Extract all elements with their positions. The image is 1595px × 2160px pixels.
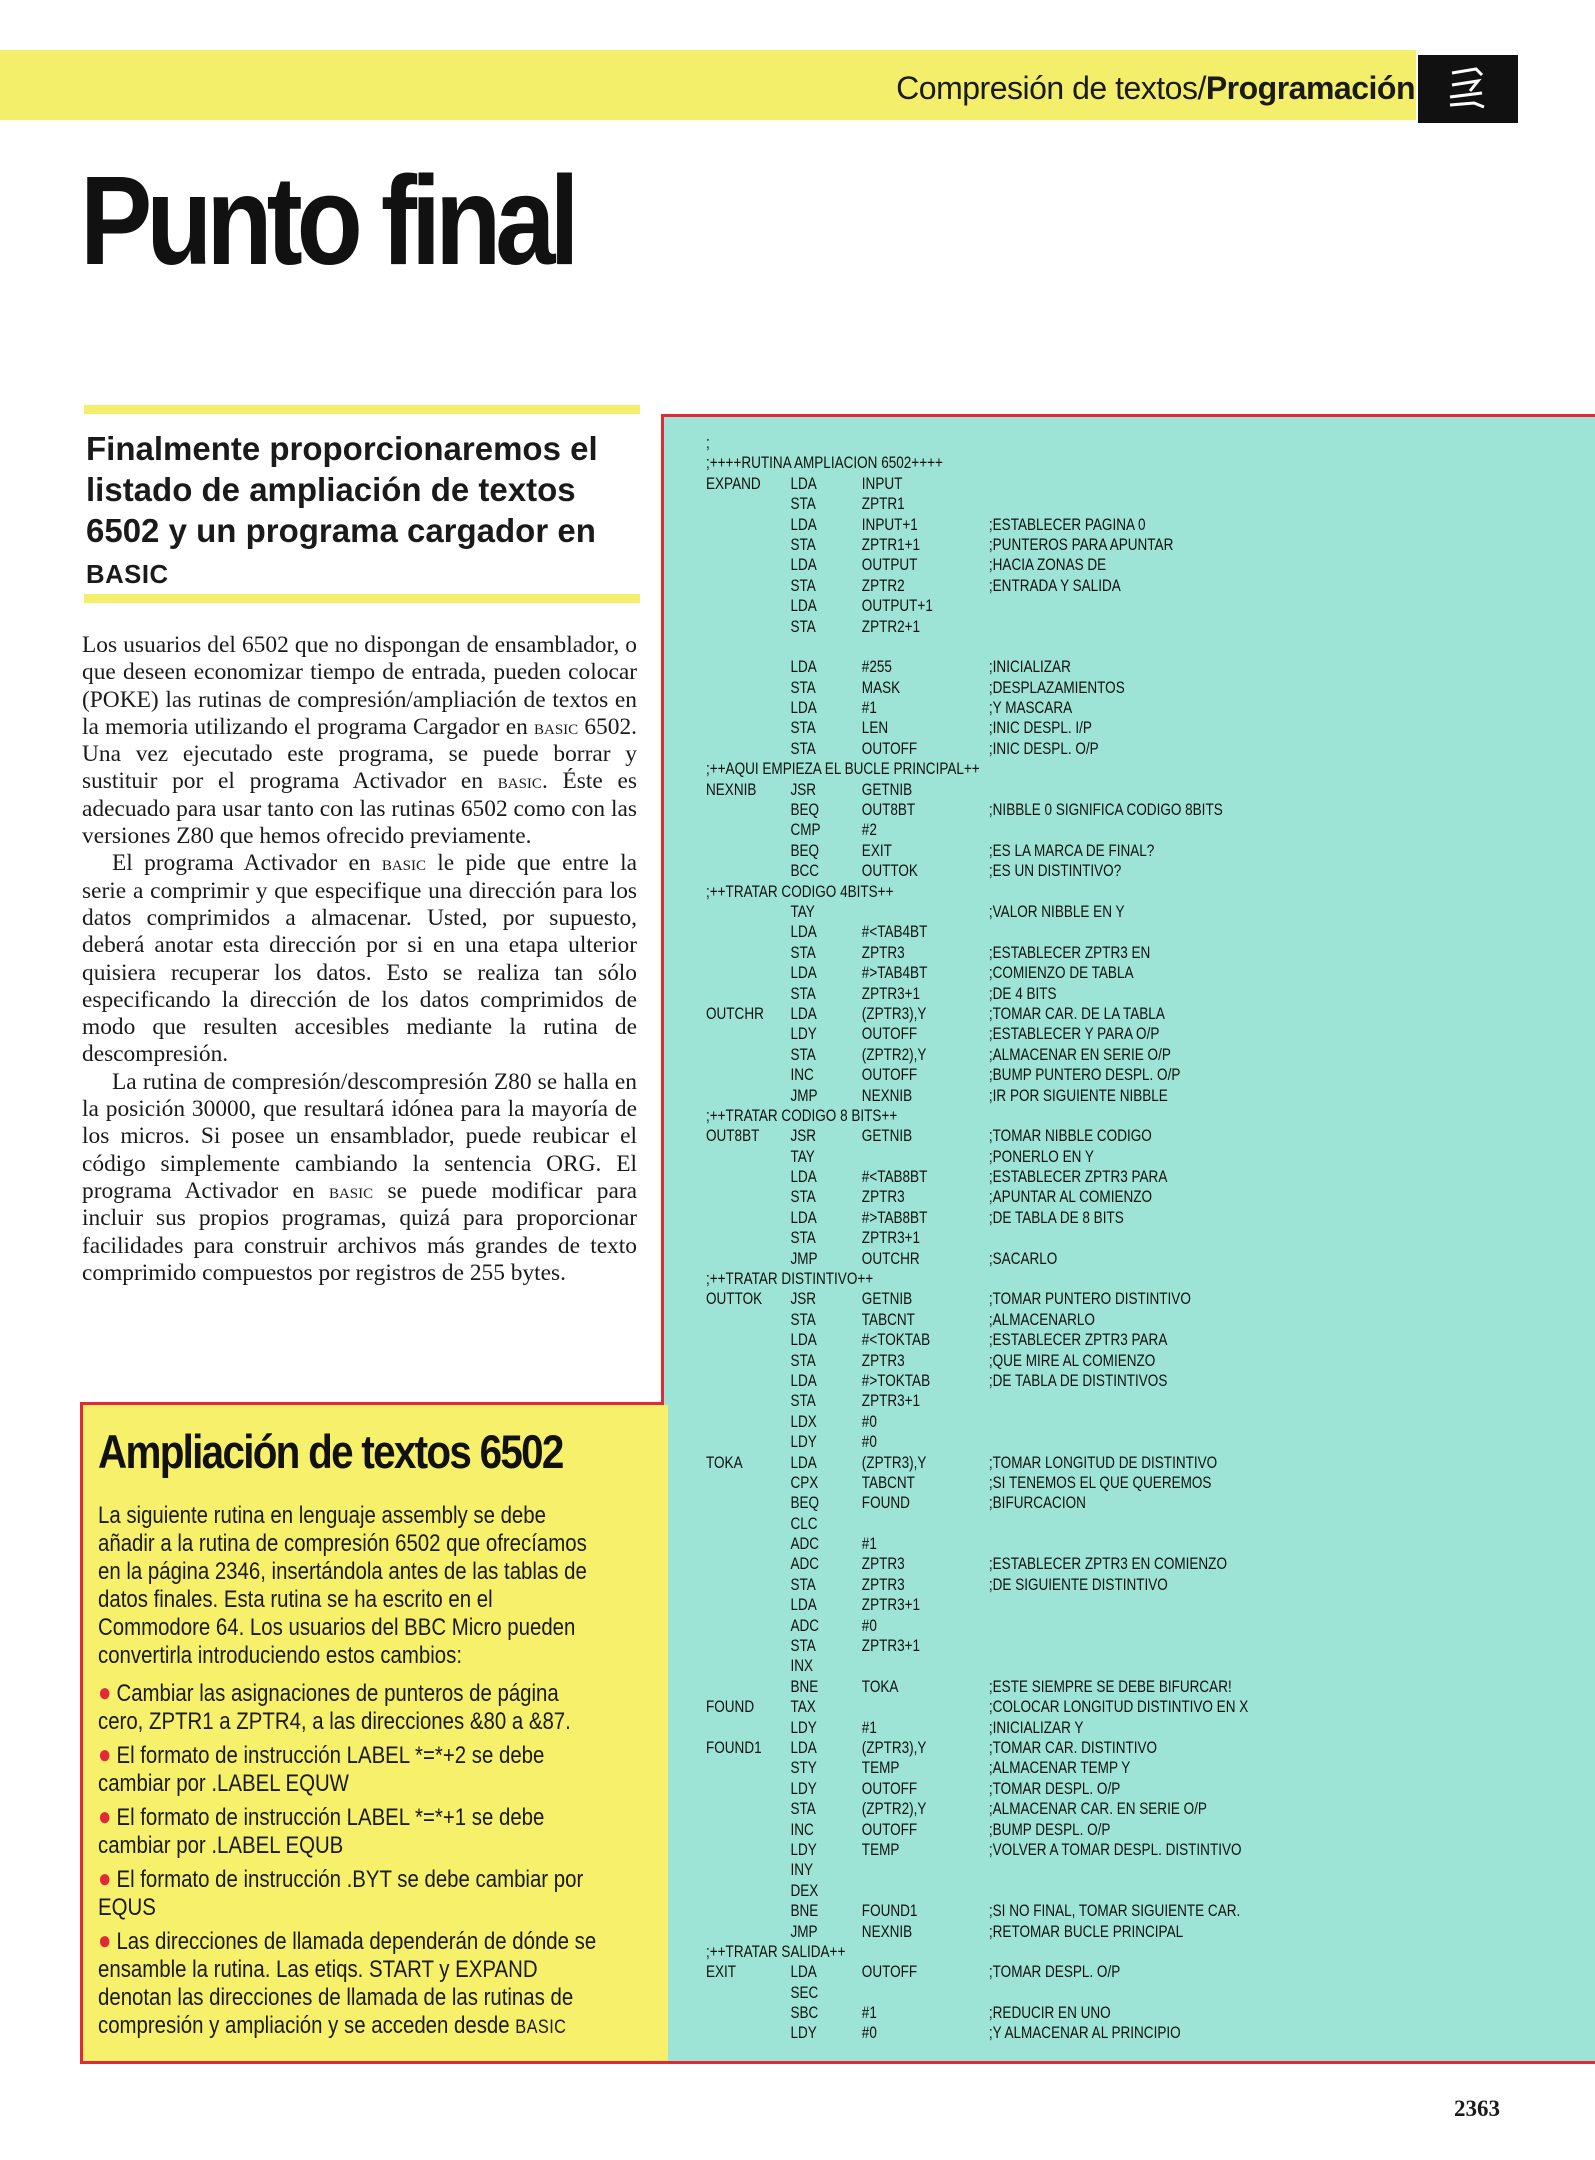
listing-label: ;++TRATAR CODIGO 8 BITS++ xyxy=(706,1106,898,1125)
listing-operand: ZPTR2 xyxy=(861,576,905,595)
listing-operand: OUTOFF xyxy=(861,1066,918,1085)
listing-label: ;++AQUI EMPIEZA EL BUCLE PRINCIPAL++ xyxy=(706,760,980,779)
note-body xyxy=(98,1502,608,2046)
body-paragraph-1 xyxy=(82,632,637,850)
listing-operand: OUTOFF xyxy=(861,1820,918,1839)
p1-text-c: . Éste es adecuado para usar tanto con las rutinas 6502 como con las versiones Z80 que hemos ofrecido previamente. xyxy=(82,768,637,850)
listing-operand: (ZPTR2),Y xyxy=(861,1800,927,1819)
listing-comment: ;DE 4 BITS xyxy=(988,984,1057,1003)
listing-opcode: STA xyxy=(790,719,816,738)
listing-comment: ;ALMACENARLO xyxy=(988,1310,1095,1329)
listing-opcode: LDA xyxy=(790,1963,817,1982)
subtitle-text: Finalmente proporcionaremos el listado de ampliación de textos 6502 y un programa cargador en xyxy=(86,430,598,549)
listing-opcode: LDA xyxy=(790,556,817,575)
p1-text-a: Los usuarios del 6502 que no dispongan de ensamblador, o que deseen economizar tiempo de entrada, pueden colocar (POKE) las rutinas de compresión/ampliación de textos en la memoria utilizando el programa Cargador en xyxy=(82,632,637,740)
listing-opcode: BEQ xyxy=(790,841,820,860)
listing-operand: FOUND xyxy=(861,1494,910,1513)
listing-operand: #0 xyxy=(861,1616,877,1635)
note-panel-join xyxy=(658,1405,668,2061)
listing-opcode: JMP xyxy=(790,1922,818,1941)
listing-operand: OUTPUT+1 xyxy=(861,597,933,616)
note-bullet-text: Cambiar las asignaciones de punteros de página cero, ZPTR1 a ZPTR4, a las direcciones &80 a &87. xyxy=(98,1680,571,1735)
listing-opcode: STA xyxy=(790,1351,816,1370)
listing-comment: ;PONERLO EN Y xyxy=(988,1147,1094,1166)
listing-comment: ;ESTE SIEMPRE SE DEBE BIFURCAR! xyxy=(988,1677,1232,1696)
listing-operand: #1 xyxy=(861,1535,877,1554)
listing-comment: ;INIC DESPL. O/P xyxy=(988,739,1099,758)
listing-operand: ZPTR3 xyxy=(861,1575,905,1594)
listing-opcode: LDA xyxy=(790,964,817,983)
listing-opcode: TAY xyxy=(790,1147,815,1166)
listing-opcode: STA xyxy=(790,495,816,514)
article-body xyxy=(82,632,637,1287)
listing-comment: ;BIFURCACION xyxy=(988,1494,1086,1513)
listing-label: ; xyxy=(706,434,710,452)
listing-opcode: INC xyxy=(790,1820,814,1839)
listing-operand: (ZPTR3),Y xyxy=(861,1739,927,1757)
listing-opcode: BEQ xyxy=(790,1494,820,1513)
listing-opcode: LDA xyxy=(790,515,817,534)
listing-opcode: LDY xyxy=(790,1433,817,1452)
listing-opcode: LDA xyxy=(790,1739,817,1757)
listing-opcode: INY xyxy=(790,1861,814,1880)
listing-opcode: ADC xyxy=(790,1616,820,1635)
listing-operand: NEXNIB xyxy=(861,1922,913,1941)
listing-opcode: STA xyxy=(790,1392,816,1411)
body-paragraph-3 xyxy=(82,1069,637,1287)
listing-comment: ;TOMAR LONGITUD DE DISTINTIVO xyxy=(988,1453,1218,1472)
listing-comment: ;VOLVER A TOMAR DESPL. DISTINTIVO xyxy=(988,1840,1242,1859)
listing-comment: ;TOMAR NIBBLE CODIGO xyxy=(988,1127,1152,1146)
listing-opcode: CPX xyxy=(790,1473,819,1492)
note-bullet xyxy=(98,1740,608,1798)
note-bullet-text: El formato de instrucción LABEL *=*+2 se debe cambiar por .LABEL EQUW xyxy=(98,1742,545,1797)
listing-comment: ;HACIA ZONAS DE xyxy=(988,556,1107,575)
listing-comment: ;IR POR SIGUIENTE NIBBLE xyxy=(988,1086,1168,1105)
listing-operand: ZPTR3+1 xyxy=(861,1229,921,1248)
listing-comment: ;DE TABLA DE 8 BITS xyxy=(988,1208,1124,1227)
listing-opcode: TAY xyxy=(790,902,815,921)
listing-comment: ;APUNTAR AL COMIENZO xyxy=(988,1188,1153,1207)
listing-operand: MASK xyxy=(861,678,901,697)
listing-comment: ;ALMACENAR CAR. EN SERIE O/P xyxy=(988,1800,1207,1819)
listing-opcode: INC xyxy=(790,1066,814,1085)
listing-comment: ;ALMACENAR TEMP Y xyxy=(988,1759,1131,1778)
listing-operand: GETNIB xyxy=(861,1290,913,1309)
listing-label: FOUND xyxy=(706,1698,755,1717)
listing-operand: ZPTR1 xyxy=(861,495,905,514)
listing-operand: OUTPUT xyxy=(861,556,918,575)
listing-operand: TABCNT xyxy=(861,1310,915,1329)
p2-basic: basic xyxy=(381,851,427,876)
listing-operand: OUTOFF xyxy=(861,1963,918,1982)
listing-operand: OUTOFF xyxy=(861,739,918,758)
listing-comment: ;TOMAR CAR. DISTINTIVO xyxy=(988,1739,1158,1757)
listing-operand: #1 xyxy=(861,2004,877,2023)
listing-opcode: STA xyxy=(790,1188,816,1207)
listing-label: ;++TRATAR DISTINTIVO++ xyxy=(706,1270,874,1289)
listing-opcode: LDY xyxy=(790,2024,817,2043)
note-bullet-text: El formato de instrucción .BYT se debe cambiar por EQUS xyxy=(98,1866,584,1921)
listing-operand: #>TAB4BT xyxy=(861,964,928,983)
listing-opcode: LDA xyxy=(790,658,817,677)
listing-operand: INPUT+1 xyxy=(861,515,918,534)
listing-operand: TOKA xyxy=(861,1677,899,1696)
listing-opcode: STA xyxy=(790,576,816,595)
note-bullet-last-text: Las direcciones de llamada dependerán de dónde se ensamble la rutina. Las etiqs. START y EXPAND denotan las direcciones de llamada de las rutinas de compresión y ampliación y se acceden desde xyxy=(98,1928,597,2039)
listing-operand: EXIT xyxy=(861,841,892,860)
listing-opcode: LDY xyxy=(790,1025,817,1044)
listing-opcode: BEQ xyxy=(790,801,820,820)
listing-operand: #>TOKTAB xyxy=(861,1371,931,1390)
listing-comment: ;ENTRADA Y SALIDA xyxy=(988,576,1121,595)
listing-comment: ;ESTABLECER ZPTR3 EN COMIENZO xyxy=(988,1555,1227,1574)
listing-comment: ;INICIALIZAR xyxy=(988,658,1071,677)
listing-label: OUTTOK xyxy=(706,1290,763,1309)
listing-opcode: LDA xyxy=(790,699,817,718)
listing-label: OUT8BT xyxy=(706,1127,760,1146)
listing-opcode: LDA xyxy=(790,1371,817,1390)
listing-opcode: CLC xyxy=(790,1514,818,1533)
listing-opcode: BCC xyxy=(790,862,820,881)
subtitle-basic: BASIC xyxy=(86,561,169,589)
p3-text-b: se puede modificar para incluir sus propios programas, quizá para proporcionar facilidades para construir archivos más grandes de texto comprimido compuestos por registros de 255 bytes. xyxy=(82,1177,637,1286)
listing-opcode: STA xyxy=(790,984,816,1003)
listing-comment: ;PUNTEROS PARA APUNTAR xyxy=(988,535,1174,554)
note-bullet xyxy=(98,1678,608,1736)
listing-comment: ;ESTABLECER Y PARA O/P xyxy=(988,1025,1160,1044)
listing-operand: #<TAB8BT xyxy=(861,1168,928,1187)
bullet-dot-icon: ● xyxy=(98,1863,112,1893)
listing-opcode: STA xyxy=(790,1800,816,1819)
header-section: Compresión de textos/ xyxy=(896,70,1206,106)
listing-comment: ;Y ALMACENAR AL PRINCIPIO xyxy=(988,2024,1181,2043)
listing-label: FOUND1 xyxy=(706,1739,762,1757)
listing-opcode: LDA xyxy=(790,1331,817,1350)
listing-label: TOKA xyxy=(706,1453,743,1472)
listing-operand: ZPTR3+1 xyxy=(861,1392,921,1411)
listing-comment: ;COLOCAR LONGITUD DISTINTIVO EN X xyxy=(988,1698,1249,1717)
bullet-dot-icon: ● xyxy=(98,1677,112,1707)
listing-operand: ZPTR3 xyxy=(861,1351,905,1370)
listing-comment: ;TOMAR DESPL. O/P xyxy=(988,1963,1121,1982)
listing-operand: ZPTR3 xyxy=(861,1188,905,1207)
listing-operand: #>TAB8BT xyxy=(861,1208,928,1227)
listing-opcode: LDY xyxy=(790,1840,817,1859)
p3-basic: basic xyxy=(328,1178,374,1203)
listing-label: ;++++RUTINA AMPLIACION 6502++++ xyxy=(706,454,943,473)
note-bullet xyxy=(98,1802,608,1860)
listing-opcode: DEX xyxy=(790,1881,819,1900)
listing-comment: ;DE TABLA DE DISTINTIVOS xyxy=(988,1371,1168,1390)
listing-opcode: STA xyxy=(790,1229,816,1248)
listing-label: ;++TRATAR SALIDA++ xyxy=(706,1942,846,1961)
listing-opcode: STA xyxy=(790,1637,816,1656)
listing-operand: TABCNT xyxy=(861,1473,915,1492)
note-bullet-last xyxy=(98,1926,608,2042)
listing-comment: ;REDUCIR EN UNO xyxy=(988,2004,1111,2023)
note-bullet-list xyxy=(98,1678,608,1922)
listing-comment: ;DE SIGUIENTE DISTINTIVO xyxy=(988,1575,1168,1594)
p1-basic-1: basic xyxy=(534,714,579,739)
listing-opcode: LDY xyxy=(790,1779,817,1798)
listing-operand: (ZPTR2),Y xyxy=(861,1045,927,1064)
listing-opcode: STA xyxy=(790,1575,816,1594)
listing-opcode: STA xyxy=(790,1045,816,1064)
listing-opcode: LDA xyxy=(790,597,817,616)
listing-operand: ZPTR3+1 xyxy=(861,1596,921,1615)
listing-opcode: JSR xyxy=(790,1290,817,1309)
listing-operand: (ZPTR3),Y xyxy=(861,1453,927,1472)
listing-opcode: LDA xyxy=(790,923,817,942)
note-bullet-text: El formato de instrucción LABEL *=*+1 se debe cambiar por .LABEL EQUB xyxy=(98,1804,545,1859)
listing-opcode: TAX xyxy=(790,1698,816,1717)
listing-opcode: LDA xyxy=(790,1004,817,1023)
listing-operand: OUTTOK xyxy=(861,862,918,881)
bullet-dot-icon: ● xyxy=(98,1801,112,1831)
listing-comment: ;BUMP PUNTERO DESPL. O/P xyxy=(988,1066,1181,1085)
listing-comment: ;ES LA MARCA DE FINAL? xyxy=(988,841,1155,860)
running-header xyxy=(896,70,1415,107)
listing-operand: #255 xyxy=(861,658,892,677)
listing-operand: INPUT xyxy=(861,474,903,493)
listing-comment: ;SI TENEMOS EL QUE QUEREMOS xyxy=(988,1473,1212,1492)
listing-opcode: CMP xyxy=(790,821,821,840)
listing-opcode: STA xyxy=(790,1310,816,1329)
listing-opcode: SEC xyxy=(790,1983,819,2002)
listing-comment: ;ESTABLECER PAGINA 0 xyxy=(988,515,1146,534)
listing-opcode: BNE xyxy=(790,1677,819,1696)
listing-operand: OUTCHR xyxy=(861,1249,920,1268)
article-subtitle xyxy=(86,428,642,596)
listing-opcode: JSR xyxy=(790,780,817,799)
listing-opcode: STA xyxy=(790,535,816,554)
listing-operand: TEMP xyxy=(861,1840,900,1859)
listing-opcode: LDA xyxy=(790,1208,817,1227)
listing-label: ;++TRATAR CODIGO 4BITS++ xyxy=(706,882,894,901)
listing-comment: ;SACARLO xyxy=(988,1249,1058,1268)
listing-operand: ZPTR2+1 xyxy=(861,617,921,636)
listing-comment: ;QUE MIRE AL COMIENZO xyxy=(988,1351,1156,1370)
listing-opcode: BNE xyxy=(790,1902,819,1921)
listing-comment: ;ES UN DISTINTIVO? xyxy=(988,862,1122,881)
listing-comment: ;NIBBLE 0 SIGNIFICA CODIGO 8BITS xyxy=(988,801,1223,820)
listing-comment: ;TOMAR PUNTERO DISTINTIVO xyxy=(988,1290,1191,1309)
listing-opcode: SBC xyxy=(790,2004,819,2023)
listing-label: OUTCHR xyxy=(706,1004,764,1023)
listing-comment: ;RETOMAR BUCLE PRINCIPAL xyxy=(988,1922,1184,1941)
listing-operand: NEXNIB xyxy=(861,1086,913,1105)
bullet-dot-icon: ● xyxy=(98,1739,112,1769)
listing-comment: ;DESPLAZAMIENTOS xyxy=(988,678,1125,697)
listing-opcode: LDY xyxy=(790,1718,817,1737)
listing-operand: ZPTR3+1 xyxy=(861,984,921,1003)
note-bullet-basic: BASIC xyxy=(515,2017,567,2038)
listing-opcode: LDX xyxy=(790,1412,817,1431)
listing-opcode: STA xyxy=(790,617,816,636)
listing-operand: #0 xyxy=(861,1412,877,1431)
listing-label: NEXNIB xyxy=(706,780,757,799)
page-title: Punto final xyxy=(80,150,574,291)
p2-text-b: le pide que entre la serie a comprimir y que especifique una dirección para los datos comprimidos a almacenar. Usted, por supuesto, deberá anotar esta dirección por si en una etapa ulterior quisiera recuperar los datos. Esto se realiza tan sólo especificando la dirección de los datos comprimidos de modo que resulten accesibles mediante la rutina de descompresión. xyxy=(82,850,637,1068)
listing-opcode: INX xyxy=(790,1657,814,1676)
listing-comment: ;ALMACENAR EN SERIE O/P xyxy=(988,1045,1171,1064)
listing-comment: ;COMIENZO DE TABLA xyxy=(988,964,1134,983)
listing-operand: OUTOFF xyxy=(861,1025,918,1044)
listing-opcode: STA xyxy=(790,678,816,697)
listing-operand: TEMP xyxy=(861,1759,900,1778)
note-title: Ampliación de textos 6502 xyxy=(98,1425,563,1478)
listing-comment: ;SI NO FINAL, TOMAR SIGUIENTE CAR. xyxy=(988,1902,1241,1921)
listing-opcode: STA xyxy=(790,739,816,758)
listing-operand: #2 xyxy=(861,821,877,840)
subtitle-bottom-rule xyxy=(84,594,640,603)
listing-operand: (ZPTR3),Y xyxy=(861,1004,927,1023)
listing-operand: #1 xyxy=(861,699,877,718)
module-badge-icon xyxy=(1418,55,1518,123)
listing-operand: FOUND1 xyxy=(861,1902,918,1921)
listing-operand: #0 xyxy=(861,1433,877,1452)
note-bullet xyxy=(98,1864,608,1922)
listing-operand: ZPTR3 xyxy=(861,943,905,962)
p1-text-b: 6502. Una vez ejecutado este programa, se puede borrar y sustituir por el programa Activador en xyxy=(82,713,637,795)
listing-opcode: STY xyxy=(790,1759,817,1778)
bullet-dot-icon: ● xyxy=(98,1925,112,1955)
listing-operand: ZPTR1+1 xyxy=(861,535,921,554)
listing-operand: LEN xyxy=(861,719,889,738)
header-category: Programación xyxy=(1205,70,1415,106)
listing-opcode: LDA xyxy=(790,1168,817,1187)
listing-opcode: LDA xyxy=(790,1596,817,1615)
listing-opcode: ADC xyxy=(790,1535,820,1554)
listing-opcode: JSR xyxy=(790,1127,817,1146)
listing-comment: ;BUMP DESPL. O/P xyxy=(988,1820,1111,1839)
listing-operand: ZPTR3+1 xyxy=(861,1637,921,1656)
listing-operand: ZPTR3 xyxy=(861,1555,905,1574)
code-listing-panel xyxy=(661,414,1595,2064)
listing-opcode: JMP xyxy=(790,1249,818,1268)
listing-operand: GETNIB xyxy=(861,1127,913,1146)
listing-operand: #<TAB4BT xyxy=(861,923,928,942)
listing-operand: #<TOKTAB xyxy=(861,1331,931,1350)
listing-operand: GETNIB xyxy=(861,780,913,799)
listing-operand: #1 xyxy=(861,1718,877,1737)
subtitle-top-rule xyxy=(84,405,640,414)
page-number: 2363 xyxy=(1454,2096,1500,2121)
p1-basic-2: basic xyxy=(497,769,542,794)
listing-comment: ;INICIALIZAR Y xyxy=(988,1718,1084,1737)
listing-label: EXIT xyxy=(706,1963,737,1982)
listing-opcode: LDA xyxy=(790,1453,817,1472)
listing-comment: ;TOMAR DESPL. O/P xyxy=(988,1779,1121,1798)
listing-opcode: LDA xyxy=(790,474,817,493)
listing-comment: ;INIC DESPL. I/P xyxy=(988,719,1092,738)
body-paragraph-2 xyxy=(82,850,637,1068)
note-intro: La siguiente rutina en lenguaje assembly se debe añadir a la rutina de compresión 6502 que ofrecíamos en la página 2346, insertándola antes de las tablas de datos finales. Esta rutina se ha escrito en el Commodore 64. Los usuarios del BBC Micro pueden convertirla introduciendo estos cambios: xyxy=(98,1502,587,1669)
listing-comment: ;ESTABLECER ZPTR3 PARA xyxy=(988,1168,1168,1187)
listing-label: EXPAND xyxy=(706,474,761,493)
listing-operand: OUTOFF xyxy=(861,1779,918,1798)
listing-comment: ;TOMAR CAR. DE LA TABLA xyxy=(988,1004,1165,1023)
listing-comment: ;ESTABLECER ZPTR3 PARA xyxy=(988,1331,1168,1350)
listing-operand: OUT8BT xyxy=(861,801,916,820)
listing-opcode: ADC xyxy=(790,1555,820,1574)
p2-text-a: El programa Activador en xyxy=(112,850,382,877)
listing-comment: ;VALOR NIBBLE EN Y xyxy=(988,902,1125,921)
listing-opcode: JMP xyxy=(790,1086,818,1105)
listing-comment: ;Y MASCARA xyxy=(988,699,1073,718)
listing-operand: #0 xyxy=(861,2024,877,2043)
p3-text-a: La rutina de compresión/descompresión Z80 se halla en la posición 30000, que resultará idónea para la mayoría de los micros. Si posee un ensamblador, puede reubicar el código simplemente cambiando la sentencia ORG. El programa Activador en xyxy=(82,1068,637,1204)
listing-comment: ;ESTABLECER ZPTR3 EN xyxy=(988,943,1151,962)
listing-opcode: STA xyxy=(790,943,816,962)
